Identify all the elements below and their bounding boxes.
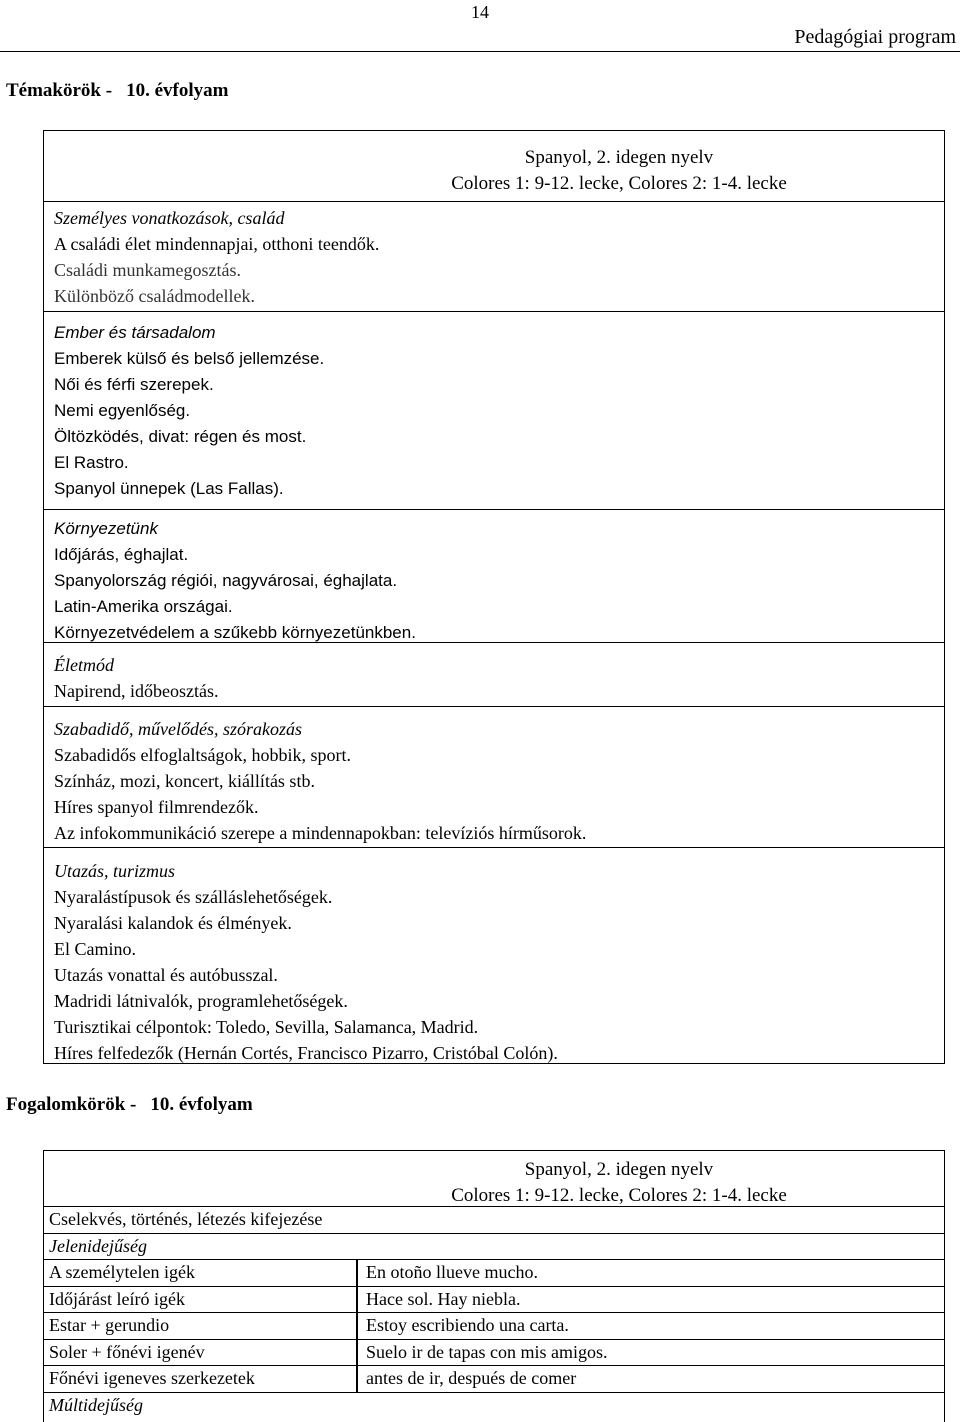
topic-item: El Rastro. [54,453,129,472]
section-title-topics-label: Témakörök - [6,80,113,101]
topic-item: Időjárás, éghajlat. [54,545,189,564]
concept-row [44,1365,944,1392]
topic-item: Turisztikai célpontok: Toledo, Sevilla, Salamanca, Madrid. [54,1017,479,1037]
concepts-table [43,1150,945,1422]
topic-item: Családi munkamegosztás. [54,260,241,280]
topics-table-subject: Spanyol, 2. idegen nyelv [524,147,714,168]
topic-item: Szabadidős elfoglaltságok, hobbik, sport. [54,745,351,765]
topics-table [43,130,945,1064]
topic-item: Különböző családmodellek. [54,286,255,306]
topic-item: Utazás vonattal és autóbusszal. [54,965,278,985]
topic-item: Női és férfi szerepek. [54,375,214,394]
topic-item: Nyaralástípusok és szálláslehetőségek. [54,887,333,907]
concept-example: Suelo ir de tapas con mis amigos. [366,1341,608,1362]
header-divider [0,51,960,52]
topic-item: Az infokommunikáció szerepe a mindennapokban: televíziós hírműsorok. [54,823,587,843]
topic-item: Spanyol ünnepek (Las Fallas). [54,479,284,498]
concept-example: En otoño llueve mucho. [366,1262,538,1282]
topic-item: Színház, mozi, koncert, kiállítás stb. [54,771,315,791]
concept-subheading-row [44,1392,944,1422]
section-title-concepts-grade: 10. évfolyam [150,1094,253,1115]
topic-block-environment [44,509,944,642]
topic-heading: Utazás, turizmus [54,861,176,881]
concept-subheading-row [44,1233,944,1260]
concepts-table-subject: Spanyol, 2. idegen nyelv [524,1159,714,1180]
concept-example: Hace sol. Hay niebla. [366,1288,521,1309]
topic-item: Napirend, időbeosztás. [54,681,219,701]
concepts-table-textbook: Colores 1: 9-12. lecke, Colores 2: 1-4. lecke [451,1185,787,1206]
concept-subheading: Jelenidejűség [49,1235,147,1256]
concept-row [44,1312,944,1339]
topic-item: Madridi látnivalók, programlehetőségek. [54,991,348,1011]
topics-table-textbook: Colores 1: 9-12. lecke, Colores 2: 1-4. lecke [451,173,787,194]
section-title-topics-grade: 10. évfolyam [126,80,229,101]
topic-item: Öltözködés, divat: régen és most. [54,427,307,446]
topic-item: Emberek külső és belső jellemzése. [54,349,325,368]
topic-block-leisure [44,706,944,847]
column-divider [356,1287,358,1313]
concept-name: A személytelen igék [49,1262,195,1282]
topic-item: Latin-Amerika országai. [54,597,233,616]
topics-table-header [44,131,944,201]
concept-name: Főnévi igeneves szerkezetek [49,1368,255,1388]
topic-block-travel [44,847,944,1064]
concept-subheading: Múltidejűség [49,1394,143,1415]
concept-category-row [44,1206,944,1233]
topic-heading: Ember és társadalom [54,323,216,342]
concept-example: antes de ir, después de comer [366,1368,577,1388]
topic-heading: Életmód [54,655,114,675]
topic-item: Nyaralási kalandok és élmények. [54,913,292,933]
concept-name: Időjárást leíró igék [49,1288,185,1309]
topic-item: Környezetvédelem a szűkebb környezetünkben. [54,623,416,642]
topic-heading: Környezetünk [54,519,158,538]
topic-heading: Szabadidő, művelődés, szórakozás [54,719,302,739]
concept-name: Soler + főnévi igenév [49,1341,205,1362]
topic-item: El Camino. [54,939,136,959]
section-title-concepts-label: Fogalomkörök - [6,1094,137,1115]
topic-item: A családi élet mindennapjai, otthoni teendők. [54,234,380,254]
topic-item: Híres felfedezők (Hernán Cortés, Francisco Pizarro, Cristóbal Colón). [54,1043,558,1063]
concept-example: Estoy escribiendo una carta. [366,1315,569,1335]
concept-name: Estar + gerundio [49,1315,170,1335]
concept-row [44,1286,944,1313]
concept-category: Cselekvés, történés, létezés kifejezése [49,1209,323,1229]
topic-block-lifestyle [44,642,944,706]
topic-heading: Személyes vonatkozások, család [54,208,285,228]
section-title-concepts [6,1094,253,1116]
concepts-table-header [44,1151,944,1206]
concept-row [44,1259,944,1286]
column-divider [356,1313,358,1339]
topic-item: Nemi egyenlőség. [54,401,191,420]
section-title-topics [6,80,228,102]
column-divider [356,1340,358,1366]
column-divider [356,1366,358,1392]
topic-item: Híres spanyol filmrendezők. [54,797,259,817]
topic-block-personal [44,201,944,311]
page-number: 14 [471,2,489,22]
running-header: Pedagógiai program [794,26,956,48]
topic-item: Spanyolország régiói, nagyvárosai, éghajlata. [54,571,398,590]
column-divider [356,1260,358,1286]
concept-row [44,1339,944,1366]
